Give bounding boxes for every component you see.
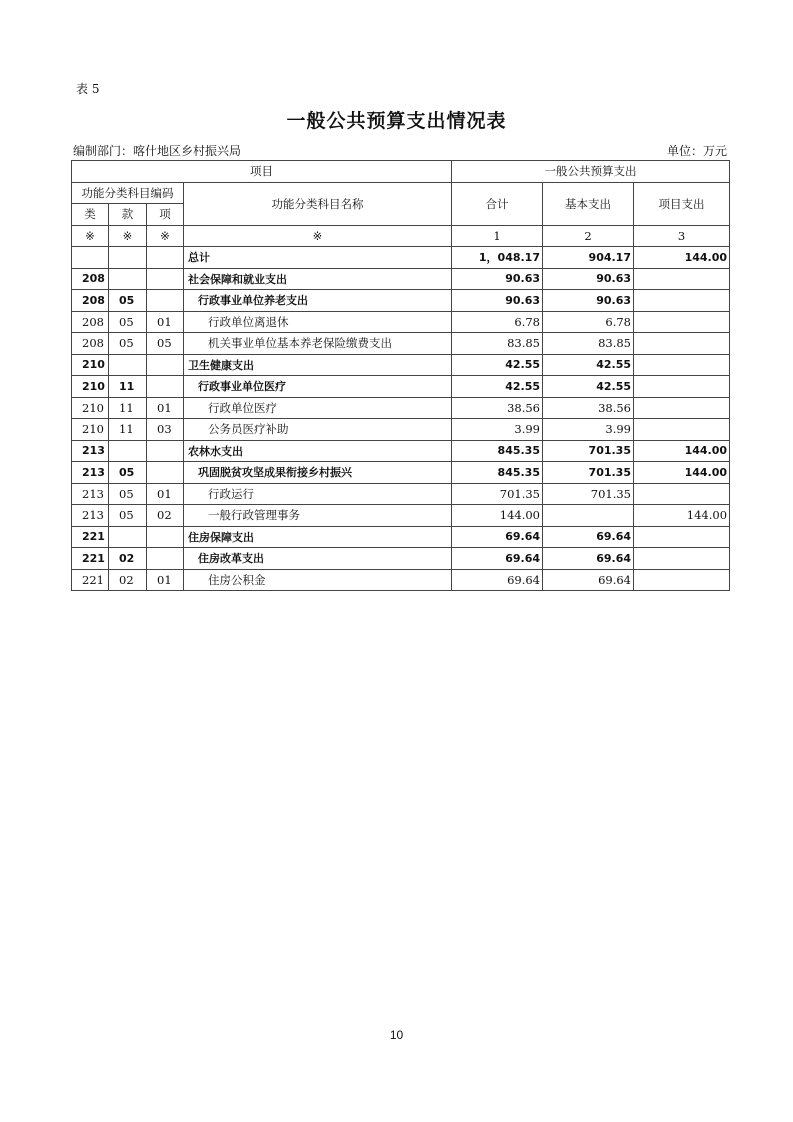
code-xiang-cell [147,376,184,398]
code-kuan-cell: 05 [109,505,147,527]
project-amount-cell: 144.00 [634,462,730,484]
total-project: 144.00 [634,247,730,269]
item-name-cell: 行政单位离退休 [184,311,452,333]
code-xiang-cell: 02 [147,505,184,527]
item-name-cell: 机关事业单位基本养老保险缴费支出 [184,333,452,355]
basic-amount-cell: 3.99 [543,419,634,441]
header-lei: 类 [72,204,109,226]
code-lei-cell: 213 [72,462,109,484]
code-kuan-cell: 05 [109,462,147,484]
code-lei-cell: 210 [72,376,109,398]
code-xiang-cell: 03 [147,419,184,441]
item-name-cell: 住房公积金 [184,569,452,591]
total-amount-cell: 69.64 [452,548,543,570]
total-amount-cell: 69.64 [452,569,543,591]
header-budget-group: 一般公共预算支出 [452,161,730,183]
project-amount-cell [634,354,730,376]
code-kuan-cell: 02 [109,548,147,570]
code-lei-cell: 208 [72,333,109,355]
project-amount-cell [634,526,730,548]
department-label: 编制部门：喀什地区乡村振兴局 [73,144,242,158]
total-amount-cell: 144.00 [452,505,543,527]
table-row [72,311,730,333]
code-xiang-cell [147,268,184,290]
total-amount-cell: 69.64 [452,526,543,548]
code-kuan-cell: 05 [109,483,147,505]
item-name-cell: 住房改革支出 [184,548,452,570]
header-item: 项目 [72,161,452,183]
item-name-cell: 农林水支出 [184,440,452,462]
index-1: 1 [452,225,543,247]
code-xiang-cell: 05 [147,333,184,355]
code-xiang-cell [147,290,184,312]
project-amount-cell: 144.00 [634,440,730,462]
basic-amount-cell: 83.85 [543,333,634,355]
code-kuan-cell: 05 [109,333,147,355]
total-row [72,247,730,269]
mark-xiang: ※ [147,225,184,247]
basic-amount-cell: 90.63 [543,268,634,290]
header-basic-col: 基本支出 [543,182,634,225]
total-basic: 904.17 [543,247,634,269]
document-title: 一般公共预算支出情况表 [286,110,507,132]
code-lei-cell: 213 [72,483,109,505]
total-amount-cell: 701.35 [452,483,543,505]
header-code-group: 功能分类科目编码 [72,182,184,204]
basic-amount-cell: 69.64 [543,526,634,548]
table-row [72,397,730,419]
basic-amount-cell: 701.35 [543,483,634,505]
code-kuan-cell [109,526,147,548]
item-name-cell: 巩固脱贫攻坚成果衔接乡村振兴 [184,462,452,484]
code-lei-cell: 221 [72,548,109,570]
basic-amount-cell: 90.63 [543,290,634,312]
table-row [72,290,730,312]
unit-label: 单位：万元 [666,144,727,158]
project-amount-cell [634,311,730,333]
header-project-col: 项目支出 [634,182,730,225]
budget-table [71,160,730,591]
total-amount: 1，048.17 [452,247,543,269]
item-name-cell: 社会保障和就业支出 [184,268,452,290]
mark-name: ※ [184,225,452,247]
code-kuan-cell: 11 [109,397,147,419]
table-row [72,569,730,591]
header-xiang: 项 [147,204,184,226]
code-lei-cell: 210 [72,419,109,441]
basic-amount-cell: 38.56 [543,397,634,419]
code-lei-cell: 221 [72,526,109,548]
project-amount-cell [634,569,730,591]
table-row [72,526,730,548]
project-amount-cell [634,397,730,419]
total-amount-cell: 845.35 [452,440,543,462]
total-kuan [109,247,147,269]
index-2: 2 [543,225,634,247]
code-xiang-cell [147,462,184,484]
basic-amount-cell [543,505,634,527]
basic-amount-cell: 701.35 [543,440,634,462]
basic-amount-cell: 69.64 [543,548,634,570]
total-amount-cell: 90.63 [452,290,543,312]
table-row [72,483,730,505]
total-amount-cell: 42.55 [452,354,543,376]
header-row-2 [72,182,730,204]
project-amount-cell [634,268,730,290]
page-number: 10 [389,1028,404,1042]
total-amount-cell: 42.55 [452,376,543,398]
header-total-col: 合计 [452,182,543,225]
project-amount-cell [634,419,730,441]
table-row [72,419,730,441]
item-name-cell: 行政事业单位医疗 [184,376,452,398]
code-kuan-cell: 05 [109,311,147,333]
header-name-col: 功能分类科目名称 [184,182,452,225]
table-row [72,548,730,570]
project-amount-cell [634,333,730,355]
code-kuan-cell: 02 [109,569,147,591]
item-name-cell: 行政事业单位养老支出 [184,290,452,312]
item-name-cell: 公务员医疗补助 [184,419,452,441]
header-index-row [72,225,730,247]
project-amount-cell [634,290,730,312]
basic-amount-cell: 69.64 [543,569,634,591]
total-amount-cell: 38.56 [452,397,543,419]
code-kuan-cell: 05 [109,290,147,312]
code-xiang-cell: 01 [147,311,184,333]
code-lei-cell: 208 [72,290,109,312]
item-name-cell: 行政运行 [184,483,452,505]
total-amount-cell: 845.35 [452,462,543,484]
basic-amount-cell: 42.55 [543,376,634,398]
table-row [72,462,730,484]
code-xiang-cell: 01 [147,569,184,591]
index-3: 3 [634,225,730,247]
code-xiang-cell [147,526,184,548]
project-amount-cell [634,548,730,570]
item-name-cell: 卫生健康支出 [184,354,452,376]
code-xiang-cell [147,548,184,570]
header-row-1 [72,161,730,183]
total-amount-cell: 6.78 [452,311,543,333]
item-name-cell: 一般行政管理事务 [184,505,452,527]
item-name-cell: 住房保障支出 [184,526,452,548]
total-name: 总计 [184,247,452,269]
table-row [72,376,730,398]
code-lei-cell: 221 [72,569,109,591]
code-kuan-cell [109,354,147,376]
code-lei-cell: 210 [72,354,109,376]
basic-amount-cell: 701.35 [543,462,634,484]
total-xiang [147,247,184,269]
table-row [72,440,730,462]
code-lei-cell: 208 [72,268,109,290]
code-lei-cell: 208 [72,311,109,333]
mark-kuan: ※ [109,225,147,247]
project-amount-cell [634,483,730,505]
item-name-cell: 行政单位医疗 [184,397,452,419]
basic-amount-cell: 42.55 [543,354,634,376]
code-kuan-cell [109,440,147,462]
header-kuan: 款 [109,204,147,226]
table-row [72,268,730,290]
total-amount-cell: 83.85 [452,333,543,355]
code-kuan-cell [109,268,147,290]
table-row [72,333,730,355]
code-lei-cell: 213 [72,440,109,462]
code-lei-cell: 210 [72,397,109,419]
mark-lei: ※ [72,225,109,247]
table-label: 表 5 [76,82,100,96]
total-lei [72,247,109,269]
project-amount-cell [634,376,730,398]
code-xiang-cell [147,440,184,462]
code-kuan-cell: 11 [109,419,147,441]
total-amount-cell: 3.99 [452,419,543,441]
code-lei-cell: 213 [72,505,109,527]
basic-amount-cell: 6.78 [543,311,634,333]
code-xiang-cell [147,354,184,376]
total-amount-cell: 90.63 [452,268,543,290]
project-amount-cell: 144.00 [634,505,730,527]
table-row [72,354,730,376]
code-kuan-cell: 11 [109,376,147,398]
code-xiang-cell: 01 [147,397,184,419]
code-xiang-cell: 01 [147,483,184,505]
table-row [72,505,730,527]
